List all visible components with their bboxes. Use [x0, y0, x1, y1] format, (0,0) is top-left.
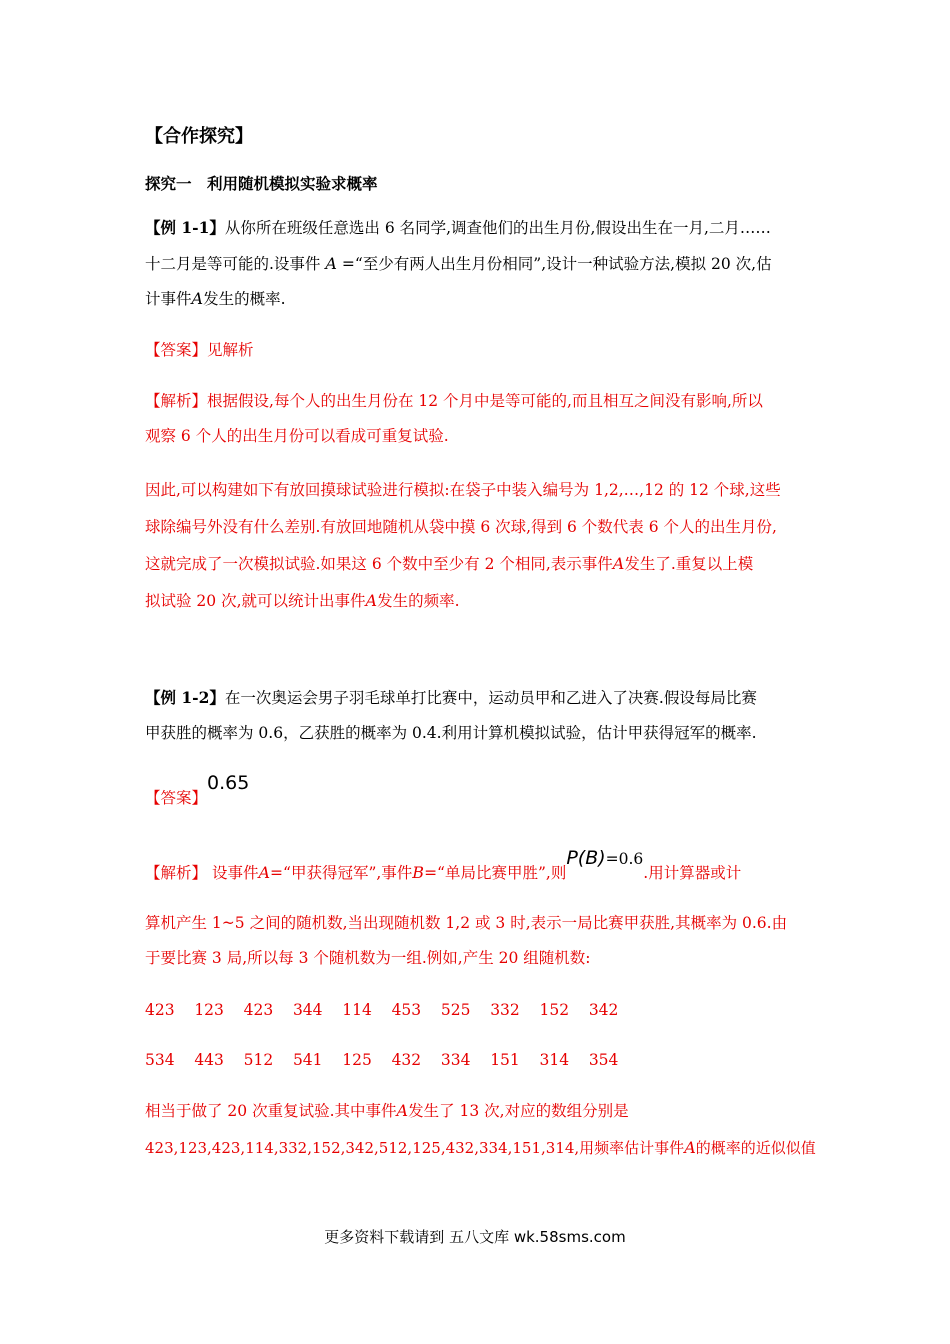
random-number: 344	[292, 1001, 323, 1019]
random-number: 354	[588, 1051, 619, 1069]
random-number: 423	[145, 1001, 175, 1019]
random-number: 314	[539, 1051, 570, 1069]
example-1-2-analysis-2: 算机产生 1~5 之间的随机数,当出现随机数 1,2 或 3 时,表示一局比赛甲获胜,其概率为 0.6.由	[145, 914, 788, 932]
example-1-1-analysis-4: 球除编号外没有什么差别.有放回地随机从袋中摸 6 次球,得到 6 个数代表 6 个人的出生月份,	[145, 518, 777, 536]
random-number: 114	[342, 1001, 372, 1019]
example-1-2-analysis-3: 于要比赛 3 局,所以每 3 个随机数为一组.例如,产生 20 组随机数:	[145, 949, 591, 967]
random-number: 123	[194, 1001, 224, 1019]
random-number: 334	[440, 1051, 471, 1069]
example-1-2-analysis-4: 相当于做了 20 次重复试验.其中事件A发生了 13 次,对应的数组分别是	[145, 1101, 629, 1120]
section-title: 【合作探究】	[145, 126, 253, 147]
random-number: 432	[391, 1051, 422, 1069]
example-1-1-line-3: 计事件A发生的概率.	[145, 289, 286, 308]
random-number: 332	[490, 1001, 520, 1019]
random-number: 151	[490, 1051, 520, 1069]
example-1-2-answer	[145, 772, 250, 808]
random-number: 443	[194, 1051, 224, 1069]
random-number: 512	[243, 1051, 274, 1069]
example-1-1-analysis-3: 因此,可以构建如下有放回摸球试验进行模拟:在袋子中装入编号为 1,2,…,12 的 12 个球,这些	[145, 481, 781, 499]
event-symbol: A	[325, 254, 337, 273]
example-label: 【例 1-2】	[145, 688, 225, 707]
example-1-1-analysis-5: 这就完成了一次模拟试验.如果这 6 个数中至少有 2 个相同,表示事件A发生了.重复以上模	[145, 554, 754, 573]
answer-value: 0.65	[207, 772, 250, 794]
example-1-2-line-1: 【例 1-2】在一次奥运会男子羽毛球单打比赛中，运动员甲和乙进入了决赛.假设每局比赛	[145, 688, 757, 707]
example-label: 【例 1-1】	[145, 218, 225, 237]
example-1-1-analysis-6: 拟试验 20 次,就可以统计出事件A发生的频率.	[145, 591, 460, 610]
example-1-1-analysis-1: 【解析】根据假设,每个人的出生月份在 12 个月中是等可能的,而且相互之间没有影响,所以	[145, 392, 763, 410]
example-1-1-analysis-2: 观察 6 个人的出生月份可以看成可重复试验.	[145, 427, 449, 445]
example-1-1-line-2: 十二月是等可能的.设事件 A =“至少有两人出生月份相同”,设计一种试验方法,模拟 20 次,估	[145, 254, 772, 273]
answer-label: 【答案】	[145, 789, 208, 807]
probability-expression: P(B)	[566, 847, 606, 869]
random-number: 453	[391, 1001, 422, 1019]
random-numbers-row-2	[145, 1050, 618, 1070]
example-1-1-line-1: 【例 1-1】从你所在班级任意选出 6 名同学,调查他们的出生月份,假设出生在一月,二月……	[145, 218, 771, 237]
subsection-title: 探究一 利用随机模拟实验求概率	[145, 174, 378, 193]
random-number: 125	[342, 1051, 372, 1069]
random-number: 525	[440, 1001, 471, 1019]
random-number: 423	[243, 1001, 274, 1019]
random-number: 342	[588, 1001, 619, 1019]
analysis-label: 【解析】	[145, 392, 208, 410]
random-number: 534	[145, 1051, 175, 1069]
footer-link-text[interactable]: 更多资料下载请到 五八文库 wk.58sms.com	[324, 1228, 626, 1246]
random-numbers-row-1	[145, 1000, 618, 1020]
example-1-2-analysis-5: 423,123,423,114,332,152,342,512,125,432,334,151,314,用频率估计事件A的概率的近似似值	[145, 1138, 816, 1157]
example-1-2-analysis-1: 【解析】 设事件A=“甲获得冠军”,事件B=“单局比赛甲胜”,则P(B)=0.6.用计算器或计	[145, 847, 742, 882]
answer-label: 【答案】	[145, 341, 208, 359]
example-1-1-answer: 【答案】见解析	[145, 341, 254, 359]
random-number: 541	[292, 1051, 323, 1069]
analysis-label: 【解析】	[145, 864, 208, 882]
random-number: 152	[539, 1001, 570, 1019]
example-1-2-line-2: 甲获胜的概率为 0.6，乙获胜的概率为 0.4.利用计算机模拟试验，估计甲获得冠军的概率.	[145, 724, 757, 742]
